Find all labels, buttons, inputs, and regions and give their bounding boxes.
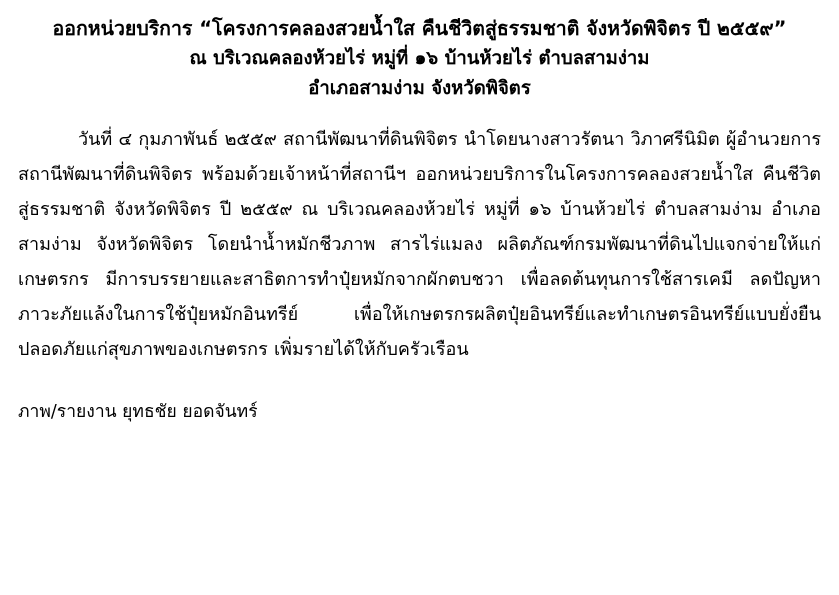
credit-line: ภาพ/รายงาน ยุทธชัย ยอดจันทร์ (18, 402, 258, 422)
document-body (18, 122, 821, 427)
title-line-3: อำเภอสามง่าม จังหวัดพิจิตร (308, 78, 531, 99)
document-title (18, 14, 821, 104)
body-paragraph: วันที่ ๔ กุมภาพันธ์ ๒๕๕๙ สถานีพัฒนาที่ดินพิจิตร นำโดยนางสาวรัตนา วิภาศรีนิมิต ผู้อำนวยการสถานีพัฒนาที่ดินพิจิตร พร้อมด้วยเจ้าหน้าที่สถานีฯ ออกหน่วยบริการในโครงการคลองสวยน้ำใส คืนชีวิตสู่ธรรมชาติ จังหวัดพิจิตร ปี ๒๕๕๙ ณ บริเวณคลองห้วยไร่ หมู่ที่ ๑๖ บ้านห้วยไร่ ตำบลสามง่าม อำเภอสามง่าม จังหวัดพิจิตร โดยนำน้ำหมักชีวภาพ สารไร่แมลง ผลิตภัณฑ์กรมพัฒนาที่ดินไปแจกจ่ายให้แก่เกษตรกร มีการบรรยายและสาธิตการทำปุ๋ยหมักจากผักตบชวา เพื่อลดต้นทุนการใช้สารเคมี ลดปัญหาภาวะภัยแล้งในการใช้ปุ๋ยหมักอินทรีย์ เพื่อให้เกษตรกรผลิตปุ๋ยอินทรีย์และทำเกษตรอินทรีย์แบบยั่งยืน ปลอดภัยแก่สุขภาพของเกษตรกร เพิ่มรายได้ให้กับครัวเรือน (18, 129, 821, 360)
title-line-2: ณ บริเวณคลองห้วยไร่ หมู่ที่ ๑๖ บ้านห้วยไร่ ตำบลสามง่าม (189, 48, 650, 69)
title-line-1: ออกหน่วยบริการ “โครงการคลองสวยน้ำใส คืนชีวิตสู่ธรรมชาติ จังหวัดพิจิตร ปี ๒๕๕๙” (52, 17, 787, 40)
